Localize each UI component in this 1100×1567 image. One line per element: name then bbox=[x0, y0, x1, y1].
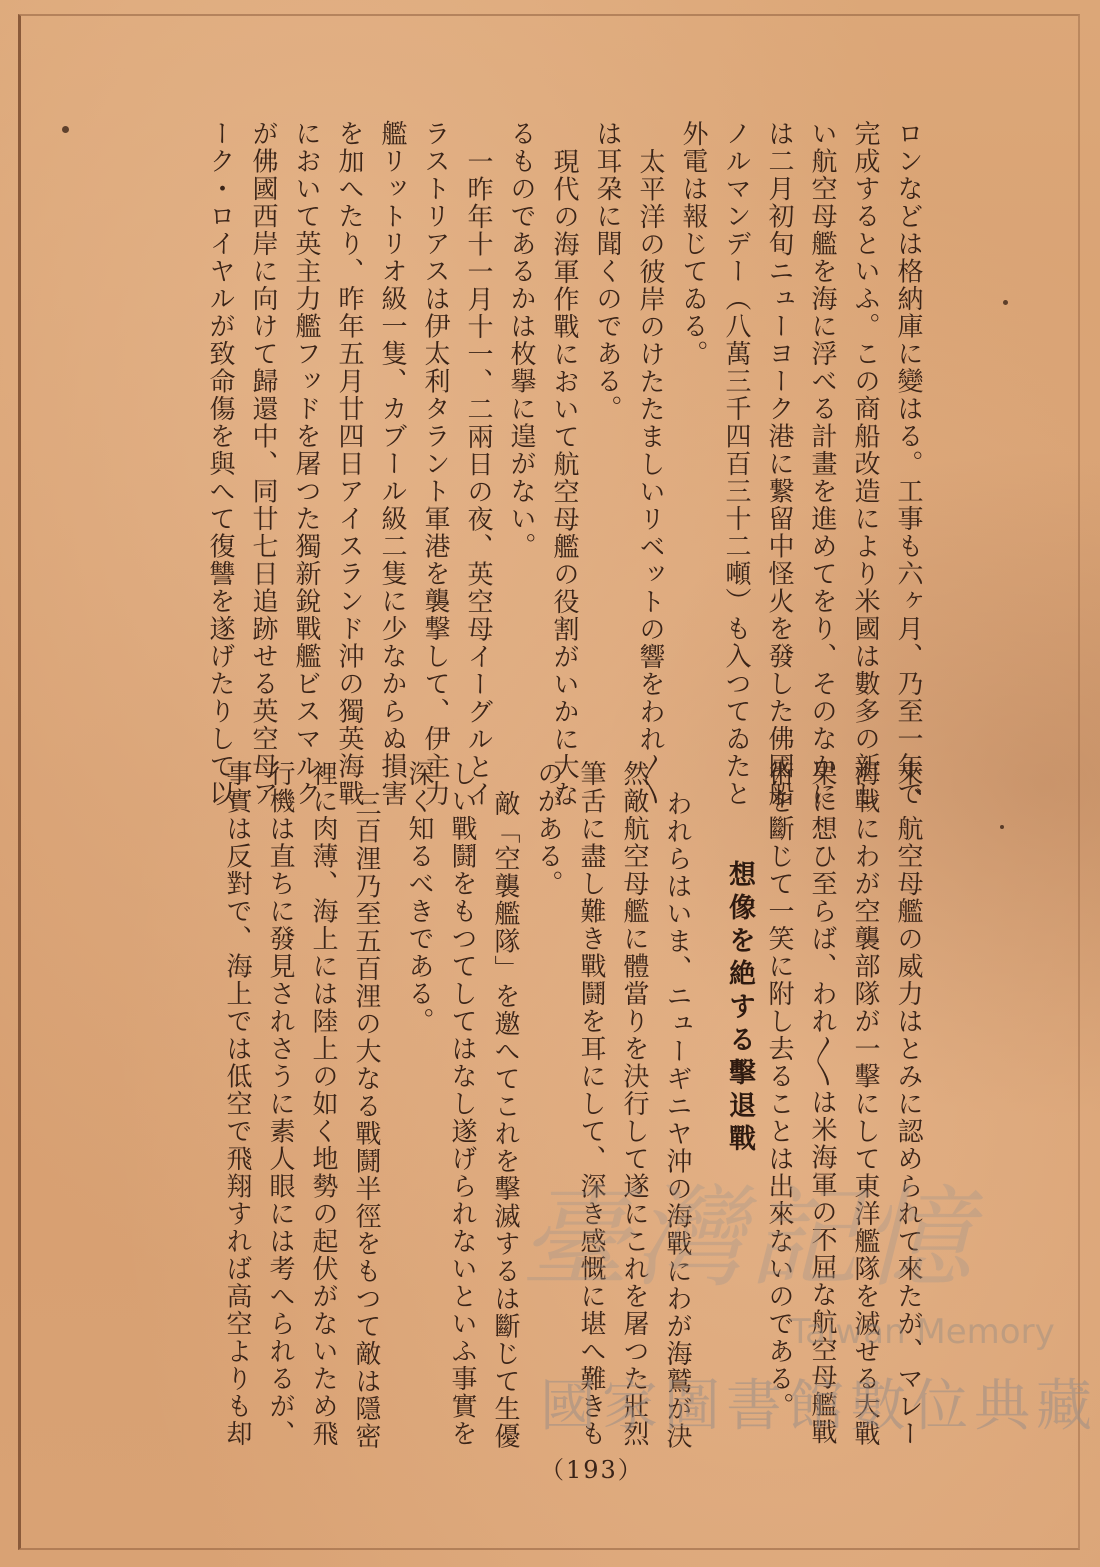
watermark-chinese-text: 臺灣記憶 bbox=[520, 1174, 976, 1302]
lower-column-1: 來、航空母艦の威力はとみに認められて來たが、マレー bbox=[893, 760, 923, 1448]
lower-column-6: 然敵航空母艦に體當りを決行して遂にこれを屠つた壯烈 bbox=[619, 760, 649, 1448]
upper-column-8: は耳朶に聞くのである。 bbox=[592, 120, 622, 423]
lower-column-12: 三百浬乃至五百浬の大なる戰鬪半徑をもつて敵は隱密 bbox=[351, 790, 381, 1450]
upper-column-10: るものであるかは枚擧に遑がない。 bbox=[506, 120, 536, 560]
lower-column-10: しい戰鬪をもつてしてはなし遂げられないといふ事實を bbox=[447, 760, 477, 1448]
lower-column-7: 筆舌に盡し難き戰鬪を耳にして、深き感慨に堪へ難きも bbox=[576, 760, 606, 1448]
watermark-library-text: 國家圖書館數位典藏 bbox=[540, 1374, 1098, 1439]
lower-column-4: 術を斷じて一笑に附し去ることは出來ないのである。 bbox=[764, 760, 794, 1420]
lower-column-15: 事實は反對で、海上では低空で飛翔すれば高空よりも却 bbox=[222, 760, 252, 1448]
upper-column-14: を加へたり、昨年五月廿四日アイスランド沖の獨英海戰 bbox=[334, 120, 364, 808]
upper-column-6: 外電は報じてゐる。 bbox=[678, 120, 708, 368]
lower-column-5: われらはいま、ニューギニヤ沖の海戰にわが海鷲が決 bbox=[662, 790, 692, 1450]
page-number: （193） bbox=[540, 1456, 644, 1484]
ink-speck bbox=[62, 126, 69, 133]
upper-column-3: い航空母艦を海に浮べる計畫を進めてをり、そのなかに bbox=[807, 120, 837, 808]
ink-speck bbox=[1000, 825, 1004, 829]
upper-column-5: ノルマンデー（八萬三千四百三十二噸）も入つてゐたと bbox=[721, 120, 751, 808]
lower-column-2: 海戰にわが空襲部隊が一擊にして東洋艦隊を滅せる大戰 bbox=[850, 760, 880, 1448]
upper-column-9: 現代の海軍作戰において航空母艦の役割がいかに大な bbox=[549, 148, 579, 808]
lower-column-11: 深く知るべきである。 bbox=[404, 760, 434, 1035]
watermark-english-text: Taiwan Memory bbox=[790, 1312, 1055, 1352]
lower-column-8: のがある。 bbox=[533, 760, 563, 898]
upper-column-1: ロンなどは格納庫に變はる。工事も六ヶ月、乃至一年で bbox=[893, 120, 923, 808]
section-heading: 想像を絶する擊退戰 bbox=[724, 860, 755, 1157]
lower-column-13: 裡に肉薄、海上には陸上の如く地勢の起伏がないため飛 bbox=[308, 760, 338, 1448]
upper-column-15: において英主力艦フッドを屠つた獨新銳戰艦ビスマルク bbox=[291, 120, 321, 808]
upper-column-17: ーク・ロイヤルが致命傷を與へて復讐を遂げたりして以 bbox=[205, 120, 235, 808]
upper-column-12: ラストリアスは伊太利タラント軍港を襲撃して、伊主力 bbox=[420, 120, 450, 808]
upper-column-11: 一昨年十一月十一、二兩日の夜、英空母イーグルとイ bbox=[463, 148, 493, 808]
upper-column-4: は二月初旬ニューヨーク港に繋留中怪火を發した佛國船 bbox=[764, 120, 794, 808]
lower-column-9: 敵「空襲艦隊」を邀へてこれを擊滅するは斷じて生優 bbox=[490, 790, 520, 1450]
upper-column-13: 艦リットリオ級一隻、カブール級二隻に少なからぬ損害 bbox=[377, 120, 407, 808]
upper-column-2: 完成するといふ。この商船改造により米國は數多の新し bbox=[850, 120, 880, 808]
lower-column-3: 果に想ひ至らば、われ〳〵は米海軍の不屈な航空母艦戰 bbox=[807, 760, 837, 1446]
upper-column-16: が佛國西岸に向けて歸還中、同廿七日追跡せる英空母ア bbox=[248, 120, 278, 808]
lower-column-14: 行機は直ちに發見されさうに素人眼には考へられるが、 bbox=[265, 760, 295, 1448]
ink-speck bbox=[1003, 300, 1008, 305]
upper-column-7: 太平洋の彼岸のけたたましいリベットの響をわれ〳〵 bbox=[635, 148, 665, 807]
